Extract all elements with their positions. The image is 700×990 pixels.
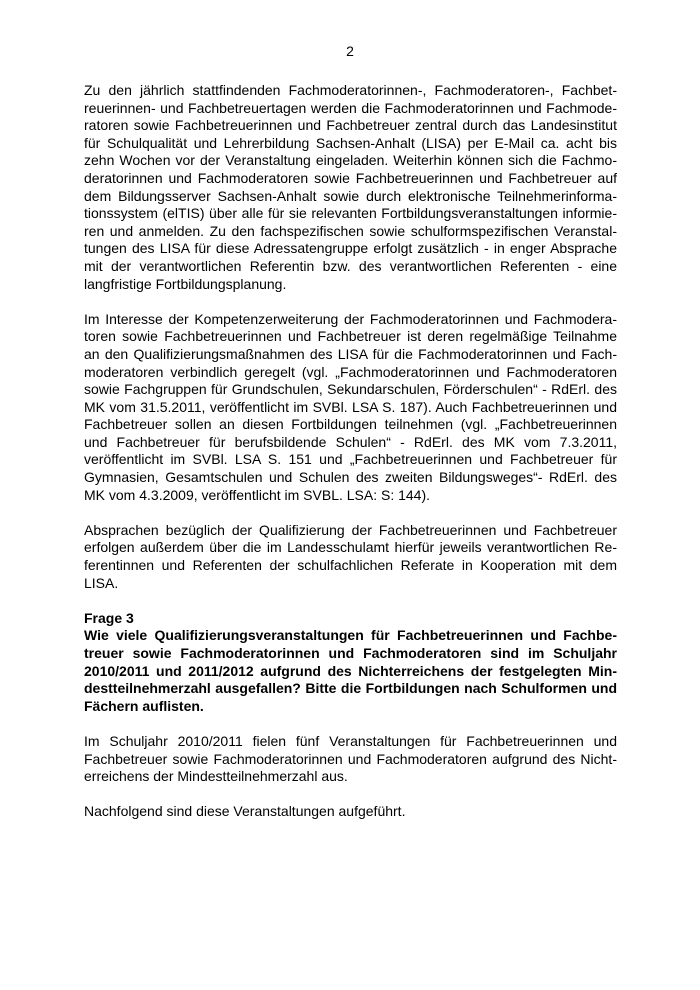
question-block [84, 610, 617, 716]
question-text: Wie viele Qualifizierungsveranstaltungen für Fachbetreuerinnen und Fachbetreuer sowie Fachmoderatorinnen und Fachmoderatoren sind im Schuljahr 2010/2011 und 2011/2012 aufgrund des Nichterreichens der festgelegten Mindestteilnehmerzahl ausgefallen? Bitte die Fortbildungen nach Schulformen und Fächern auflisten. [84, 627, 617, 714]
question-heading: Frage 3 [84, 609, 134, 626]
paragraph-invitations: Zu den jährlich stattfindenden Fachmoderatorinnen-, Fachmoderatoren-, Fachbetreuerinnen- und Fachbetreuertagen werden die Fachmoderatorinnen und Fachmoderatoren sowie Fachbetreuerinnen und Fachbetreuer zentral durch das Landesinstitut für Schulqualität und Lehrerbildung Sachsen-Anhalt (LISA) per E-Mail ca. acht bis zehn Wochen vor der Veranstaltung eingeladen. Weiterhin können sich die Fachmoderatorinnen und Fachmoderatoren sowie Fachbetreuerinnen und Fachbetreuer auf dem Bildungsserver Sachsen-Anhalt sowie durch elektronische Teilnehmerinformationssystem (elTIS) über alle für sie relevanten Fortbildungsveranstaltungen informieren und anmelden. Zu den fachspezifischen sowie schulformspezifischen Veranstaltungen des LISA für diese Adressatengruppe erfolgt zusätzlich - in enger Absprache mit der verantwortlichen Referentin bzw. des verantwortlichen Referenten - eine langfristige Fortbildungsplanung. [84, 82, 617, 292]
paragraph-agreements: Absprachen bezüglich der Qualifizierung der Fachbetreuerinnen und Fachbetreuer erfolgen außerdem über die im Landesschulamt hierfür jeweils verantwortlichen Referentinnen und Referenten der schulfachlichen Referate in Kooperation mit dem LISA. [84, 521, 617, 591]
document-body [84, 82, 617, 839]
paragraph-competence: Im Interesse der Kompetenzerweiterung der Fachmoderatorinnen und Fachmoderatoren sowie Fachbetreuerinnen und Fachbetreuer ist deren regelmäßige Teilnahme an den Qualifizierungsmaßnahmen des LISA für die Fachmoderatorinnen und Fachmoderatoren verbindlich geregelt (vgl. „Fachmoderatorinnen und Fachmoderatoren sowie Fachgruppen für Grundschulen, Sekundarschulen, Förderschulen“ - RdErl. des MK vom 31.5.2011, veröffentlicht im SVBl. LSA S. 187). Auch Fachbetreuerinnen und Fachbetreuer sollen an diesen Fortbildungen teilnehmen (vgl. „Fachbetreuerinnen und Fachbetreuer für berufsbildende Schulen“ - RdErl. des MK vom 7.3.2011, veröffentlicht im SVBl. LSA S. 151 und „Fachbetreuerinnen und Fachbetreuer für Gymnasien, Gesamtschulen und Schulen des zweiten Bildungsweges“- RdErl. des MK vom 4.3.2009, veröffentlicht im SVBL. LSA: S: 144). [84, 310, 617, 503]
page-number: 2 [346, 43, 354, 59]
paragraph-listing-intro: Nachfolgend sind diese Veranstaltungen aufgeführt. [84, 803, 406, 820]
paragraph-answer: Im Schuljahr 2010/2011 fielen fünf Veranstaltungen für Fachbetreuerinnen und Fachbetreuer sowie Fachmoderatorinnen und Fachmoderatoren aufgrund des Nichterreichens der Mindestteilnehmerzahl aus. [84, 732, 617, 785]
